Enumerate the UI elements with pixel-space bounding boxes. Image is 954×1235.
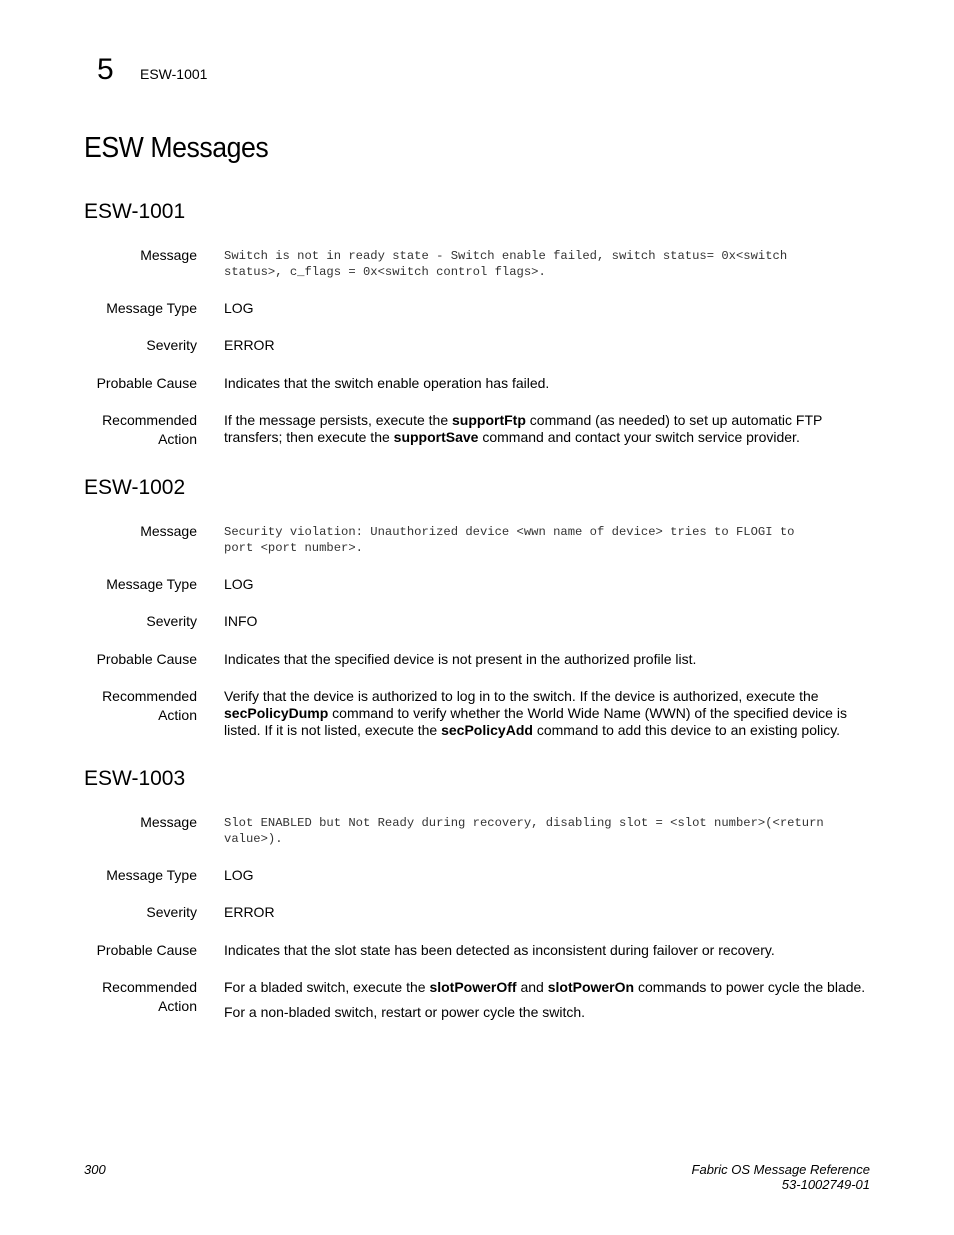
command-name: slotPowerOn	[547, 979, 635, 995]
command-name: supportFtp	[452, 412, 526, 428]
label-recommended: Recommended	[102, 412, 197, 428]
label-recommended: Recommended	[102, 979, 197, 995]
label-action: Action	[158, 998, 197, 1014]
label-severity: Severity	[146, 613, 197, 629]
command-name: secPolicyAdd	[441, 722, 533, 738]
footer-doc-info	[692, 1162, 870, 1192]
page-title: ESW Messages	[84, 132, 269, 164]
doc-number: 53-1002749-01	[781, 1177, 870, 1192]
message-line: Switch is not in ready state - Switch enable failed, switch status= 0x<switch	[224, 249, 788, 263]
action-text: command to verify whether the World Wide Name (WWN) of the specified device is	[328, 705, 847, 721]
action-text: transfers; then execute the	[224, 429, 394, 445]
label-recommended: Recommended	[102, 688, 197, 704]
action-text: command and contact your switch service provider.	[478, 429, 800, 445]
recommended-action-value	[224, 412, 874, 446]
label-message: Message	[140, 247, 197, 263]
action-text: For a bladed switch, execute the	[224, 979, 430, 995]
action-text: If the message persists, execute the	[224, 412, 453, 428]
running-head: ESW-1001	[140, 66, 208, 82]
label-message: Message	[140, 814, 197, 830]
command-name: secPolicyDump	[224, 705, 329, 721]
action-text: command to add this device to an existing policy.	[532, 722, 841, 738]
probable-cause-value: Indicates that the slot state has been detected as inconsistent during failover or recovery.	[224, 942, 775, 958]
label-severity: Severity	[146, 337, 197, 353]
message-line: Security violation: Unauthorized device <wwn name of device> tries to FLOGI to	[224, 525, 795, 539]
severity-value: ERROR	[224, 337, 275, 353]
message-type-value: LOG	[224, 867, 254, 883]
message-line: status>, c_flags = 0x<switch control flags>.	[224, 265, 546, 279]
probable-cause-value: Indicates that the specified device is not present in the authorized profile list.	[224, 651, 697, 667]
label-message: Message	[140, 523, 197, 539]
label-action: Action	[158, 707, 197, 723]
label-recommended-action	[102, 411, 197, 449]
message-text	[224, 524, 874, 556]
message-line: value>).	[224, 832, 283, 846]
section-title-esw-1002: ESW-1002	[84, 476, 186, 499]
label-probable-cause: Probable Cause	[96, 942, 197, 958]
action-text: listed. If it is not listed, execute the	[224, 722, 442, 738]
label-severity: Severity	[146, 904, 197, 920]
doc-title: Fabric OS Message Reference	[691, 1162, 870, 1177]
section-title-esw-1001: ESW-1001	[84, 200, 186, 223]
label-message-type: Message Type	[106, 867, 197, 883]
action-text: commands to power cycle the blade.	[634, 979, 866, 995]
message-type-value: LOG	[224, 576, 254, 592]
message-text	[224, 248, 874, 280]
message-line: Slot ENABLED but Not Ready during recovery, disabling slot = <slot number>(<return	[224, 816, 824, 830]
severity-value: ERROR	[224, 904, 275, 920]
label-recommended-action	[102, 978, 197, 1016]
label-action: Action	[158, 431, 197, 447]
page-number: 300	[84, 1162, 106, 1177]
message-type-value: LOG	[224, 300, 254, 316]
message-text	[224, 815, 874, 847]
chapter-number: 5	[97, 53, 114, 86]
label-message-type: Message Type	[106, 300, 197, 316]
command-name: supportSave	[393, 429, 479, 445]
label-message-type: Message Type	[106, 576, 197, 592]
action-text: and	[516, 979, 548, 995]
recommended-action-value	[224, 688, 874, 739]
message-line: port <port number>.	[224, 541, 363, 555]
recommended-action-value	[224, 979, 874, 996]
label-recommended-action	[102, 687, 197, 725]
action-text: Verify that the device is authorized to log in to the switch. If the device is authorized, execute the	[224, 688, 819, 704]
recommended-action-value-2: For a non-bladed switch, restart or power cycle the switch.	[224, 1004, 586, 1020]
action-text: command (as needed) to set up automatic FTP	[525, 412, 823, 428]
severity-value: INFO	[224, 613, 258, 629]
label-probable-cause: Probable Cause	[96, 651, 197, 667]
label-probable-cause: Probable Cause	[96, 375, 197, 391]
probable-cause-value: Indicates that the switch enable operation has failed.	[224, 375, 550, 391]
command-name: slotPowerOff	[429, 979, 517, 995]
section-title-esw-1003: ESW-1003	[84, 767, 186, 790]
